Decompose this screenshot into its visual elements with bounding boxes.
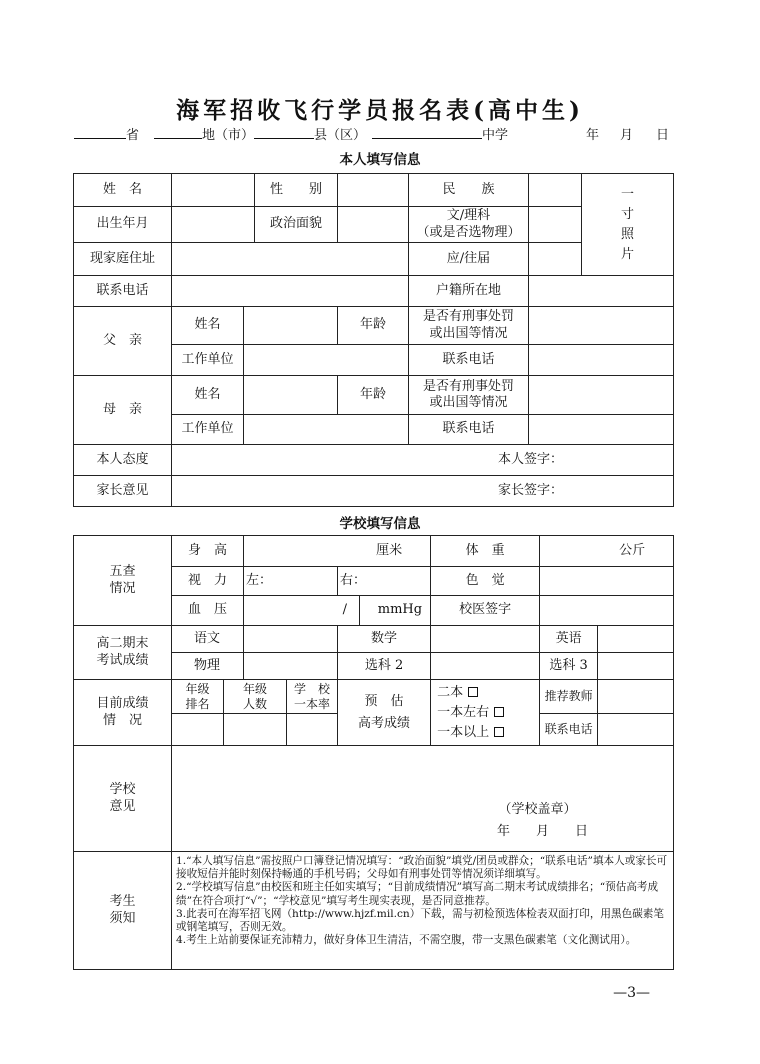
school-label: 中学 (482, 128, 509, 143)
teacher-label: 推荐教师 (540, 680, 598, 714)
mother-record-label: 是否有刑事处罚 或出国等情况 (409, 376, 529, 415)
note-item: 3.此表可在海军招飞网（http://www.hjzf.mil.cn）下载，需与初检预选体检表双面打印，用黑色碳素笔或钢笔填写，否则无效。 (176, 907, 664, 934)
bp-label: 血 压 (172, 596, 244, 626)
height-unit[interactable]: 厘米 (244, 536, 431, 567)
mother-work-label: 工作单位 (172, 415, 244, 445)
final-exam-label: 高二期末 考试成绩 (74, 626, 172, 680)
option-yiben-around[interactable] (437, 703, 537, 723)
mother-phone-label: 联系电话 (409, 415, 529, 445)
track-field[interactable] (529, 207, 582, 243)
option-erben[interactable] (437, 683, 537, 703)
option-yiben-above-label: 一本以上 (437, 724, 490, 740)
header-line (74, 124, 674, 142)
mother-record-field[interactable] (529, 376, 674, 415)
grade-rank-label: 年级 排名 (172, 680, 224, 714)
teacher-phone-field[interactable] (598, 714, 674, 746)
elective2-field[interactable] (431, 653, 540, 680)
political-label: 政治面貌 (255, 207, 338, 243)
section2-heading: 学校填写信息 (339, 516, 421, 532)
notes-label: 考生 须知 (74, 852, 172, 970)
bp-unit: mmHg (360, 596, 431, 626)
name-field[interactable] (172, 174, 255, 207)
weight-unit[interactable]: 公斤 (540, 536, 674, 567)
attitude-label: 本人态度 (74, 445, 172, 476)
hukou-field[interactable] (529, 276, 674, 307)
math-label: 数学 (338, 626, 431, 653)
grad-label: 应/往届 (409, 243, 529, 276)
physics-field[interactable] (244, 653, 338, 680)
option-yiben-around-label: 一本左右 (437, 704, 490, 720)
father-phone-field[interactable] (529, 345, 674, 376)
weight-label: 体 重 (431, 536, 540, 567)
exam-label: 五查 情况 (74, 536, 172, 626)
note-item: 1.“本人填写信息”需按照户口簿登记情况填写：“政治面貌”填党/团员或群众；“联系电话”填本人或家长可接收短信并能时刻保持畅通的手机号码；父母如有刑事处罚等情况须详细填写。 (176, 855, 668, 881)
gender-label: 性 别 (255, 174, 338, 207)
father-work-field[interactable] (244, 345, 409, 376)
form-title: 海军招收飞行学员报名表(高中生) (176, 97, 584, 124)
father-phone-label: 联系电话 (409, 345, 529, 376)
height-label: 身 高 (172, 536, 244, 567)
school-opinion-field[interactable] (172, 746, 674, 852)
father-work-label: 工作单位 (172, 345, 244, 376)
mother-work-field[interactable] (244, 415, 409, 445)
parent-opinion-label: 家长意见 (74, 476, 172, 507)
father-label: 父 亲 (74, 307, 172, 376)
option-yiben-above[interactable] (437, 723, 537, 743)
grade-count-label: 年级 人数 (224, 680, 287, 714)
political-field[interactable] (338, 207, 409, 243)
predict-label: 预 估 高考成绩 (338, 680, 431, 746)
vision-right[interactable]: 右： (338, 567, 431, 596)
mother-phone-field[interactable] (529, 415, 674, 445)
teacher-phone-label: 联系电话 (540, 714, 598, 746)
school-info-table (73, 535, 674, 970)
father-record-field[interactable] (529, 307, 674, 345)
math-field[interactable] (431, 626, 540, 653)
english-label: 英语 (540, 626, 598, 653)
birth-label: 出生年月 (74, 207, 172, 243)
checkbox-icon[interactable] (494, 707, 504, 717)
elective2-label: 选科 2 (338, 653, 431, 680)
elective3-label: 选科 3 (540, 653, 598, 680)
father-record-label: 是否有刑事处罚 或出国等情况 (409, 307, 529, 345)
checkbox-icon[interactable] (494, 727, 504, 737)
mother-name-label: 姓名 (172, 376, 244, 415)
father-name-field[interactable] (244, 307, 338, 345)
predict-options (431, 680, 540, 746)
doctor-sign-label: 校医签字 (431, 596, 540, 626)
date-label: 年 月 日 (497, 824, 589, 839)
color-field[interactable] (540, 567, 674, 596)
mother-label: 母 亲 (74, 376, 172, 445)
elective3-field[interactable] (598, 653, 674, 680)
month-label: 月 (620, 128, 634, 143)
current-scores-label: 目前成绩 情 况 (74, 680, 172, 746)
province-label: 省 (126, 128, 140, 143)
chinese-label: 语文 (172, 626, 244, 653)
self-sign-label[interactable]: 本人签字： (172, 445, 674, 476)
phone-field[interactable] (172, 276, 409, 307)
option-erben-label: 二本 (437, 684, 464, 700)
ethnicity-field[interactable] (529, 174, 582, 207)
father-name-label: 姓名 (172, 307, 244, 345)
year-label: 年 (586, 128, 600, 143)
vision-label: 视 力 (172, 567, 244, 596)
birth-field[interactable] (172, 207, 255, 243)
father-age-label: 年龄 (338, 307, 409, 345)
note-item: 4.考生上站前要保证充沛精力，做好身体卫生清洁，不需空腹，带一支黑色碳素笔（文化测试用）。 (176, 934, 637, 947)
section1-heading: 本人填写信息 (339, 152, 421, 168)
school-rate-field[interactable] (287, 714, 338, 746)
photo-box: 一 寸 照 片 (582, 174, 674, 276)
grade-rank-field[interactable] (172, 714, 224, 746)
track-label: 文/理科 （或是否选物理） (409, 207, 529, 243)
checkbox-icon[interactable] (468, 687, 478, 697)
chinese-field[interactable] (244, 626, 338, 653)
hukou-label: 户籍所在地 (409, 276, 529, 307)
day-label: 日 (656, 128, 670, 143)
address-label: 现家庭住址 (74, 243, 172, 276)
teacher-field[interactable] (598, 680, 674, 714)
ethnicity-label: 民 族 (409, 174, 529, 207)
school-opinion-label: 学校 意见 (74, 746, 172, 852)
personal-info-table (73, 173, 674, 507)
physics-label: 物理 (172, 653, 244, 680)
page-number: —3— (613, 985, 650, 1001)
seal-label: （学校盖章） (498, 802, 577, 817)
address-field[interactable] (172, 243, 409, 276)
bp-slash[interactable]: / (244, 596, 360, 626)
phone-label: 联系电话 (74, 276, 172, 307)
grad-field[interactable] (529, 243, 582, 276)
grade-count-field[interactable] (224, 714, 287, 746)
name-label: 姓 名 (74, 174, 172, 207)
doctor-sign-field[interactable] (540, 596, 674, 626)
school-rate-label: 学 校 一本率 (287, 680, 338, 714)
note-item: 2.“学校填写信息”由校医和班主任如实填写；“目前成绩情况”填写高二期末考试成绩排名；“预估高考成绩”在符合项打“√”；“学校意见”填写考生现实表现，是否同意推荐。 (176, 881, 659, 907)
vision-left[interactable]: 左： (244, 567, 338, 596)
county-label: 县（区） (314, 128, 367, 143)
gender-field[interactable] (338, 174, 409, 207)
parent-sign-label[interactable]: 家长签字： (172, 476, 674, 507)
mother-name-field[interactable] (244, 376, 338, 415)
color-label: 色 觉 (431, 567, 540, 596)
notes-box (172, 852, 674, 970)
english-field[interactable] (598, 626, 674, 653)
mother-age-label: 年龄 (338, 376, 409, 415)
city-label: 地（市） (202, 128, 255, 143)
